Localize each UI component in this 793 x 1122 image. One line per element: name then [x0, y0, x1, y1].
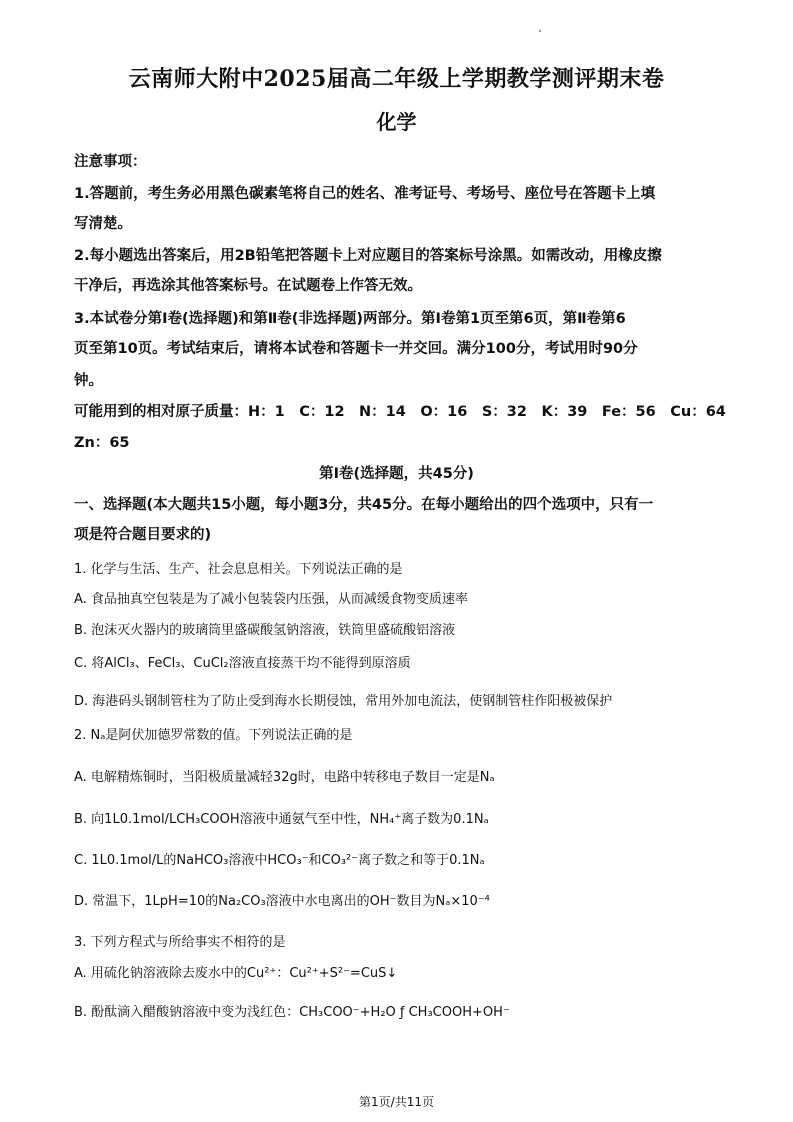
question-option: C. 1L0.1mol/L的NaHCO₃溶液中HCO₃⁻和CO₃²⁻离子数之和等于0.1Nₐ: [74, 853, 485, 868]
section-instruction: 项是符合题目要求的): [74, 527, 212, 543]
notice-line: 写清楚。: [74, 216, 132, 232]
notice-heading: 注意事项：: [74, 154, 147, 170]
exam-title: 云南师大附中2025届高二年级上学期教学测评期末卷: [128, 66, 665, 92]
question-stem: 3. 下列方程式与所给事实不相符的是: [74, 935, 286, 950]
section-title: 第Ⅰ卷(选择题，共45分): [319, 466, 474, 482]
question-option: B. 酚酞滴入醋酸钠溶液中变为浅红色：CH₃COO⁻+H₂O ƒ CH₃COOH+OH⁻: [74, 1005, 510, 1020]
page-number: 第1页/共11页: [359, 1095, 434, 1109]
exam-subject: 化学: [376, 110, 417, 134]
scan-dot: [539, 30, 541, 32]
question-stem: 1. 化学与生活、生产、社会息息相关。下列说法正确的是: [74, 562, 403, 577]
question-stem: 2. Nₐ是阿伏加德罗常数的值。下列说法正确的是: [74, 728, 353, 743]
atomic-mass-line: 可能用到的相对原子质量：H：1 C：12 N：14 O：16 S：32 K：39 Fe：56 Cu：64: [74, 404, 726, 420]
notice-line: 钟。: [74, 373, 103, 389]
notice-line: 3.本试卷分第Ⅰ卷(选择题)和第Ⅱ卷(非选择题)两部分。第Ⅰ卷第1页至第6页，第Ⅱ卷第6: [74, 311, 626, 327]
question-option: C. 将AlCl₃、FeCl₃、CuCl₂溶液直接蒸干均不能得到原溶质: [74, 656, 411, 671]
question-option: D. 常温下，1LpH=10的Na₂CO₃溶液中水电离出的OH⁻数目为Nₐ×10⁻⁴: [74, 894, 490, 909]
question-option: A. 电解精炼铜时，当阳极质量减轻32g时，电路中转移电子数目一定是Nₐ: [74, 770, 495, 785]
atomic-mass-line: Zn：65: [74, 435, 130, 451]
notice-line: 2.每小题选出答案后，用2B铅笔把答题卡上对应题目的答案标号涂黑。如需改动，用橡皮擦: [74, 248, 662, 264]
question-option: A. 食品抽真空包装是为了减小包装袋内压强，从而减缓食物变质速率: [74, 592, 468, 607]
question-option: D. 海港码头钢制管柱为了防止受到海水长期侵蚀，常用外加电流法，使钢制管柱作阳极被保护: [74, 694, 613, 709]
notice-line: 页至第10页。考试结束后，请将本试卷和答题卡一并交回。满分100分，考试用时90分: [74, 341, 638, 357]
notice-line: 干净后，再选涂其他答案标号。在试题卷上作答无效。: [74, 278, 422, 294]
question-option: A. 用硫化钠溶液除去废水中的Cu²⁺：Cu²⁺+S²⁻=CuS↓: [74, 966, 398, 981]
section-instruction: 一、选择题(本大题共15小题，每小题3分，共45分。在每小题给出的四个选项中，只有一: [74, 497, 654, 513]
notice-line: 1.答题前，考生务必用黑色碳素笔将自己的姓名、准考证号、考场号、座位号在答题卡上填: [74, 186, 656, 202]
question-option: B. 泡沫灭火器内的玻璃筒里盛碳酸氢钠溶液，铁筒里盛硫酸铝溶液: [74, 623, 456, 638]
question-option: B. 向1L0.1mol/LCH₃COOH溶液中通氨气至中性，NH₄⁺离子数为0.1Nₐ: [74, 812, 489, 827]
